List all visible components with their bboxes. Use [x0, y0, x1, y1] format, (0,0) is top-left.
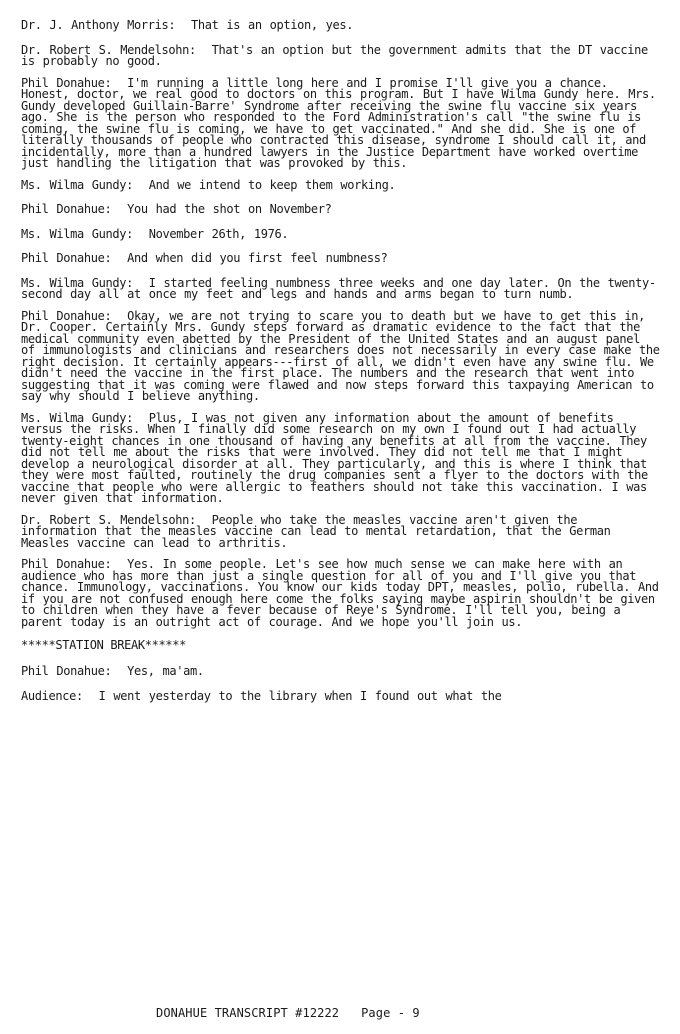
speaker-name: Dr. Robert S. Mendelsohn:	[21, 42, 196, 57]
transcript-paragraph	[21, 512, 660, 550]
transcript-paragraph	[21, 253, 660, 265]
speaker-name: Phil Donahue:	[21, 202, 112, 216]
speaker-name: Phil Donahue:	[21, 251, 112, 265]
dialogue-text: Plus, I was not given any information about the amount of benefits versus the risks. When I finally did some research on my own I found out I had actually twenty-eight chances in one thousand of having any benefits at all from the vaccine. They did not tell me about the risks that were involved. They did not tell me that I might develop a neurological disorder at all. They particularly, and this is where I think that they were most faulted, routinely the drug companies sent a flyer to the doctors with the vaccine that people who were allergic to feathers should not take this vaccination. I was never given that information.	[21, 410, 648, 505]
speaker-name: Phil Donahue:	[21, 308, 112, 323]
speaker-name: Dr. J. Anthony Morris:	[21, 18, 176, 32]
transcript-paragraph	[21, 275, 660, 301]
speaker-name: Phil Donahue:	[21, 664, 112, 678]
transcript-paragraph	[21, 559, 660, 628]
dialogue-text: Yes. In some people. Let's see how much sense we can make here with an audience who has more than just a single question for all of you and I'll give you that chance. Immunology, vaccinations. You know our kids today DPT, measles, polio, rubella. And if you are not confused enough here come the folks saying maybe aspirin shouldn't be given to children when they have a fever because of Reye's Syndrome. I'll tell you, being a parent today is an outright act of courage. And we hope you'll join us.	[21, 557, 659, 629]
speaker-name: Ms. Wilma Gundy:	[21, 226, 133, 241]
transcript-paragraph	[21, 42, 660, 68]
transcript-paragraph	[21, 226, 660, 241]
transcript-paragraph	[21, 204, 660, 216]
speaker-name: Ms. Wilma Gundy:	[21, 410, 133, 425]
dialogue-text: That is an option, yes.	[191, 18, 354, 32]
dialogue-text: People who take the measles vaccine aren't given the information that the measles vaccine can lead to mental retardation, that the German Measles vaccine can lead to arthritis.	[21, 512, 611, 550]
dialogue-text: That's an option but the government admits that the DT vaccine is probably no good.	[21, 42, 648, 68]
dialogue-text: I started feeling numbness three weeks and one day later. On the twenty-second day all at once my feet and legs and hands and arms began to turn numb.	[21, 275, 656, 301]
dialogue-text: I'm running a little long here and I promise I'll give you a chance. Honest, doctor, we real good to doctors on this program. But I have Wilma Gundy here. Mrs. Gundy developed Guillain-Barre' Syndrome after receiving the swine flu vaccine six years ago. She is the person who responded to the Ford Administration's call "the swine flu is coming, the swine flu is coming, we have to get vaccinated." And she did. She is one of literally thousands of people who contracted this disease, syndrome I should call it, and incidentally, more than a hundred lawyers in the Justice Department have worked overtime just handling the litigation that was provoked by this.	[21, 75, 656, 170]
speaker-name: Ms. Wilma Gundy:	[21, 177, 133, 192]
station-break: *****STATION BREAK******	[21, 638, 186, 652]
page-number: Page - 9	[361, 1006, 420, 1020]
speaker-name: Phil Donahue:	[21, 75, 112, 90]
transcript-paragraph	[21, 410, 660, 505]
dialogue-text: And when did you first feel numbness?	[127, 251, 388, 265]
transcript-number: #12222	[295, 1006, 340, 1020]
speaker-name: Audience:	[21, 688, 83, 703]
speaker-name: Ms. Wilma Gundy:	[21, 275, 133, 290]
transcript-paragraph	[21, 20, 660, 32]
transcript-paragraph	[21, 177, 660, 192]
transcript-paragraph	[21, 308, 660, 403]
page-footer	[156, 1006, 420, 1020]
transcript-paragraph	[21, 666, 660, 678]
transcript-paragraph	[21, 75, 660, 170]
dialogue-text: November 26th, 1976.	[148, 226, 289, 241]
speaker-name: Dr. Robert S. Mendelsohn:	[21, 512, 196, 527]
dialogue-text: Yes, ma'am.	[127, 664, 204, 678]
dialogue-text: And we intend to keep them working.	[148, 177, 396, 192]
dialogue-text: Okay, we are not trying to scare you to death but we have to get this in, Dr. Cooper. Certainly Mrs. Gundy steps forward as dramatic evidence to the fact that the medical community even abetted by the President of the United States and an august panel of immunologists and clinicians and researchers does not necessarily in every case make the right decision. It certainly appears---first of all, we didn't even have any swine flu. We didn't need the vaccine in the first place. The numbers and the research that went into suggesting that it was coming were flawed and now steps forward this taxpaying American to say why should I believe anything.	[21, 308, 660, 403]
speaker-name: Phil Donahue:	[21, 557, 112, 571]
dialogue-text: You had the shot on November?	[127, 202, 332, 216]
dialogue-text: I went yesterday to the library when I found out what the	[98, 688, 502, 703]
footer-title: DONAHUE TRANSCRIPT	[156, 1006, 288, 1020]
transcript-paragraph	[21, 688, 660, 703]
